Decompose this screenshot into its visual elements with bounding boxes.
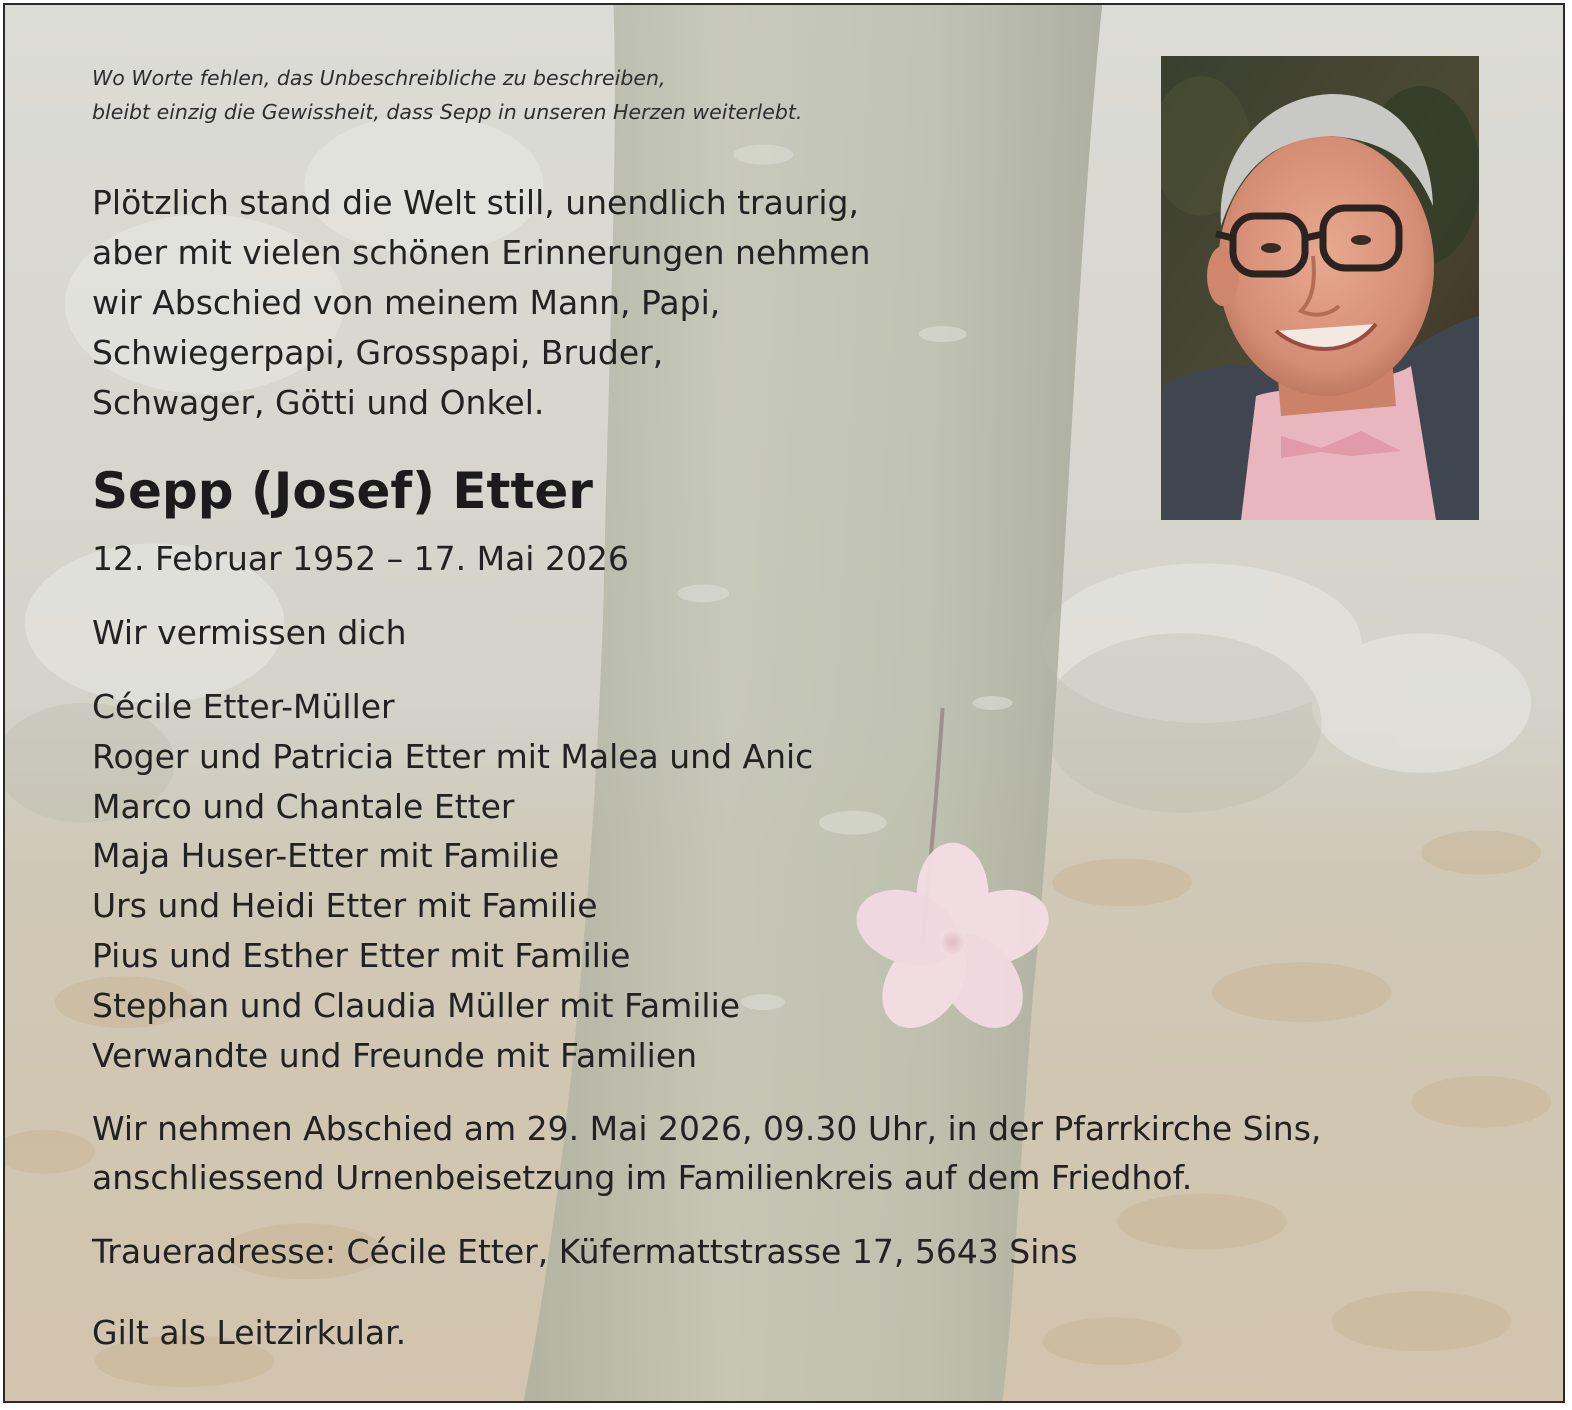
farewell-line-2: anschliessend Urnenbeisetzung im Familienkreis auf dem Friedhof. xyxy=(92,1158,1193,1197)
motto-line-1: Wo Worte fehlen, das Unbeschreibliche zu beschreiben, xyxy=(92,66,666,90)
mourner-item: Maja Huser-Etter mit Familie xyxy=(92,836,560,876)
mourner-item: Roger und Patricia Etter mit Malea und Anic xyxy=(92,736,814,776)
portrait-photo xyxy=(1161,56,1479,520)
deceased-name: Sepp (Josef) Etter xyxy=(92,462,593,520)
circular-note: Gilt als Leitzirkular. xyxy=(92,1313,407,1352)
life-dates: 12. Februar 1952 – 17. Mai 2026 xyxy=(92,539,629,578)
intro-line-5: Schwager, Götti und Onkel. xyxy=(92,383,545,422)
intro-text xyxy=(92,178,1092,428)
mourner-item: Stephan und Claudia Müller mit Familie xyxy=(92,985,741,1025)
mourners-list xyxy=(92,682,813,1080)
intro-line-3: wir Abschied von meinem Mann, Papi, xyxy=(92,283,721,322)
mourner-item: Cécile Etter-Müller xyxy=(92,687,395,726)
miss-line: Wir vermissen dich xyxy=(92,613,407,652)
farewell-info xyxy=(92,1104,1321,1202)
motto-line-2: bleibt einzig die Gewissheit, dass Sepp in unseren Herzen weiterlebt. xyxy=(92,100,803,124)
intro-line-2: aber mit vielen schönen Erinnerungen nehmen xyxy=(92,233,871,272)
motto-quote xyxy=(92,61,1072,129)
farewell-line-1: Wir nehmen Abschied am 29. Mai 2026, 09.30 Uhr, in der Pfarrkirche Sins, xyxy=(92,1109,1322,1148)
obituary-notice xyxy=(3,3,1565,1403)
mourner-item: Urs und Heidi Etter mit Familie xyxy=(92,886,598,926)
intro-line-4: Schwiegerpapi, Grosspapi, Bruder, xyxy=(92,333,664,372)
mourner-item: Verwandte und Freunde mit Familien xyxy=(92,1035,698,1075)
mourner-item: Pius und Esther Etter mit Familie xyxy=(92,935,631,975)
intro-line-1: Plötzlich stand die Welt still, unendlich traurig, xyxy=(92,183,859,222)
mourning-address: Traueradresse: Cécile Etter, Küfermattstrasse 17, 5643 Sins xyxy=(92,1232,1078,1271)
mourner-item: Marco und Chantale Etter xyxy=(92,786,515,826)
